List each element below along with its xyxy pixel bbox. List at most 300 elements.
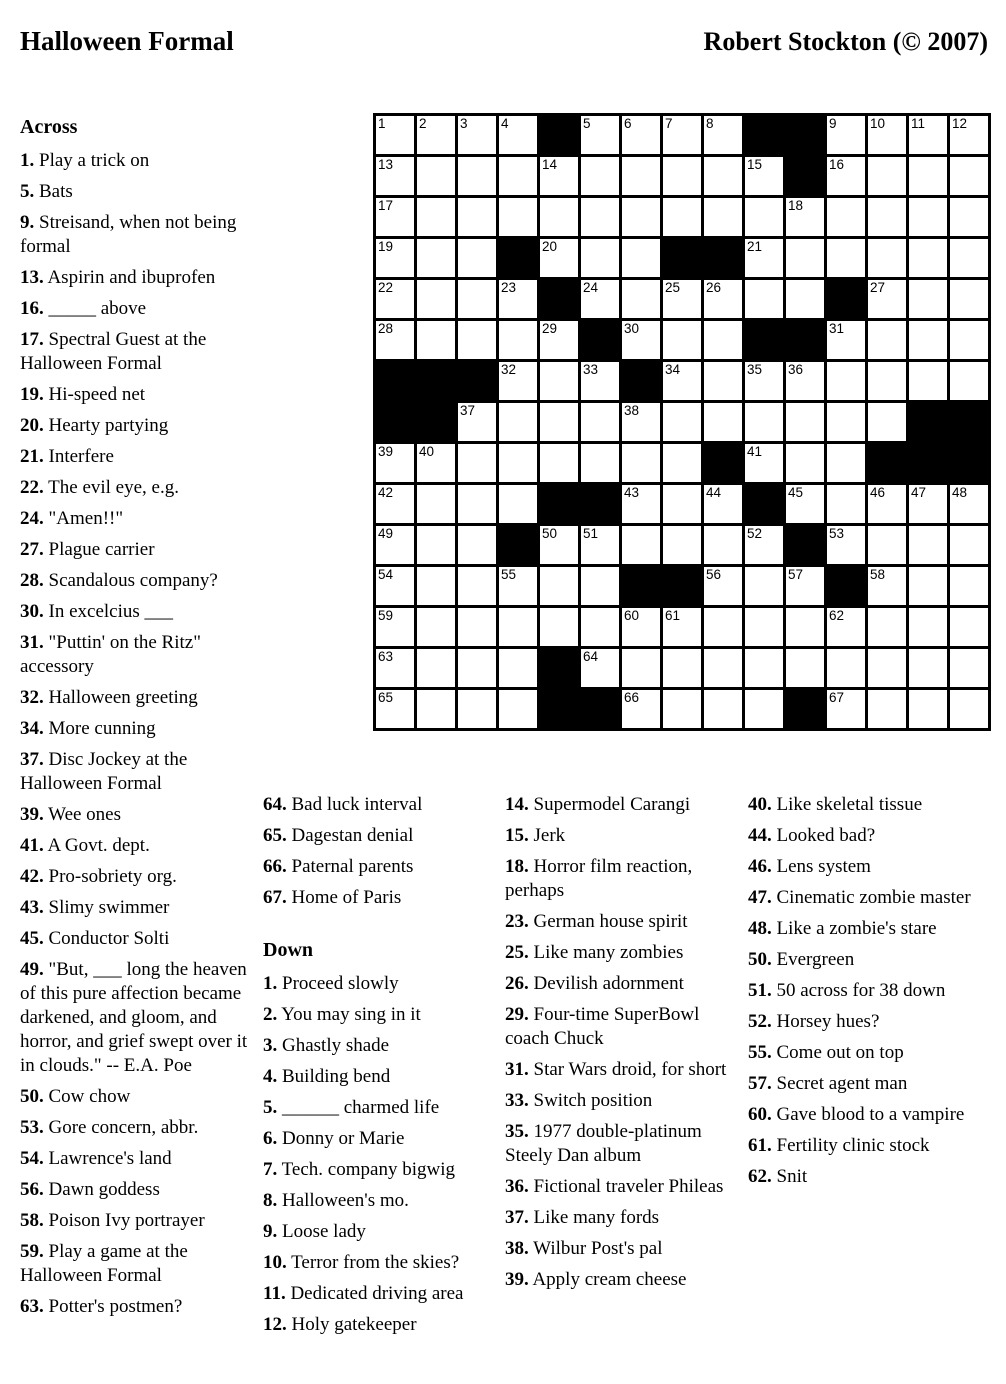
- grid-block: [540, 690, 578, 728]
- clue-number: 25.: [505, 942, 529, 963]
- grid-cell[interactable]: [376, 198, 414, 236]
- grid-cell[interactable]: [540, 526, 578, 564]
- down-header: Down: [263, 939, 314, 961]
- grid-block: [909, 444, 947, 482]
- grid-cell[interactable]: [868, 567, 906, 605]
- cell-number: 27: [870, 280, 886, 295]
- clue-number: 62.: [748, 1166, 772, 1187]
- clue-number: 3.: [263, 1035, 278, 1056]
- clue-text: Halloween's mo.: [277, 1190, 409, 1211]
- grid-cell[interactable]: [376, 444, 414, 482]
- grid-cell[interactable]: [827, 116, 865, 154]
- grid-cell[interactable]: [417, 567, 455, 605]
- grid-cell[interactable]: [950, 239, 988, 277]
- grid-cell[interactable]: [622, 526, 660, 564]
- grid-cell[interactable]: [786, 444, 824, 482]
- grid-cell[interactable]: [868, 526, 906, 564]
- cell-number: 22: [378, 280, 394, 295]
- clue-number: 30.: [20, 601, 44, 622]
- grid-cell[interactable]: [950, 280, 988, 318]
- cell-number: 34: [665, 362, 681, 377]
- grid-cell[interactable]: [622, 157, 660, 195]
- clue-text: Lens system: [771, 856, 871, 877]
- clue-down-5: [263, 1096, 491, 1120]
- cell-number: 52: [747, 526, 763, 541]
- grid-cell[interactable]: [499, 690, 537, 728]
- grid-cell[interactable]: [417, 649, 455, 687]
- grid-cell[interactable]: [745, 280, 783, 318]
- cell-number: 42: [378, 485, 394, 500]
- grid-cell[interactable]: [868, 116, 906, 154]
- grid-cell[interactable]: [376, 567, 414, 605]
- clue-number: 41.: [20, 835, 44, 856]
- grid-cell[interactable]: [499, 116, 537, 154]
- clue-number: 19.: [20, 384, 44, 405]
- grid-cell[interactable]: [786, 239, 824, 277]
- clue-number: 50.: [20, 1086, 44, 1107]
- clue-text: Fictional traveler Phileas: [528, 1176, 724, 1197]
- grid-cell[interactable]: [786, 567, 824, 605]
- grid-cell[interactable]: [417, 444, 455, 482]
- grid-cell[interactable]: [786, 608, 824, 646]
- cell-number: 18: [788, 198, 804, 213]
- clue-number: 9.: [20, 212, 35, 233]
- clue-across-58: [20, 1209, 248, 1233]
- grid-cell[interactable]: [704, 567, 742, 605]
- grid-cell[interactable]: [704, 526, 742, 564]
- grid-cell[interactable]: [376, 280, 414, 318]
- grid-cell[interactable]: [663, 280, 701, 318]
- grid-cell[interactable]: [704, 198, 742, 236]
- grid-cell[interactable]: [376, 321, 414, 359]
- grid-block: [622, 362, 660, 400]
- grid-block: [540, 649, 578, 687]
- clue-text: Supermodel Carangi: [528, 794, 691, 815]
- grid-cell[interactable]: [786, 362, 824, 400]
- grid-cell[interactable]: [663, 444, 701, 482]
- grid-cell[interactable]: [417, 690, 455, 728]
- cell-number: 15: [747, 157, 763, 172]
- grid-cell[interactable]: [745, 444, 783, 482]
- clue-number: 31.: [505, 1059, 529, 1080]
- grid-cell[interactable]: [499, 444, 537, 482]
- clue-number: 39.: [20, 804, 44, 825]
- clue-text: Bad luck interval: [286, 794, 423, 815]
- grid-cell[interactable]: [581, 649, 619, 687]
- clue-text: Slimy swimmer: [43, 897, 170, 918]
- grid-cell[interactable]: [663, 362, 701, 400]
- grid-cell[interactable]: [622, 321, 660, 359]
- grid-cell[interactable]: [622, 485, 660, 523]
- grid-cell[interactable]: [663, 690, 701, 728]
- cell-number: 43: [624, 485, 640, 500]
- clue-down-8: [263, 1189, 491, 1213]
- grid-cell[interactable]: [868, 198, 906, 236]
- clue-text: Secret agent man: [771, 1073, 908, 1094]
- clue-text: Home of Paris: [286, 887, 402, 908]
- clue-across-22: [20, 476, 248, 500]
- clue-down-26: [505, 972, 733, 996]
- grid-cell[interactable]: [622, 198, 660, 236]
- grid-cell[interactable]: [499, 649, 537, 687]
- clue-across-59: [20, 1240, 248, 1288]
- clue-text: Like skeletal tissue: [771, 794, 923, 815]
- grid-cell[interactable]: [663, 649, 701, 687]
- grid-cell[interactable]: [417, 157, 455, 195]
- grid-block: [704, 444, 742, 482]
- grid-cell[interactable]: [950, 198, 988, 236]
- clue-down-31: [505, 1058, 733, 1082]
- clue-across-65: [263, 824, 491, 848]
- grid-cell[interactable]: [458, 280, 496, 318]
- grid-cell[interactable]: [581, 526, 619, 564]
- cell-number: 53: [829, 526, 845, 541]
- grid-cell[interactable]: [458, 239, 496, 277]
- clue-text: Ghastly shade: [277, 1035, 390, 1056]
- grid-cell[interactable]: [950, 690, 988, 728]
- clue-text: Looked bad?: [771, 825, 876, 846]
- grid-cell[interactable]: [622, 649, 660, 687]
- clue-number: 44.: [748, 825, 772, 846]
- grid-cell[interactable]: [417, 280, 455, 318]
- grid-cell[interactable]: [499, 485, 537, 523]
- grid-cell[interactable]: [909, 567, 947, 605]
- grid-cell[interactable]: [827, 690, 865, 728]
- clue-text: Dedicated driving area: [285, 1283, 464, 1304]
- clue-number: 66.: [263, 856, 287, 877]
- grid-cell[interactable]: [663, 526, 701, 564]
- grid-cell[interactable]: [745, 239, 783, 277]
- grid-block: [581, 321, 619, 359]
- grid-cell[interactable]: [909, 280, 947, 318]
- grid-cell[interactable]: [786, 198, 824, 236]
- grid-cell[interactable]: [868, 280, 906, 318]
- grid-cell[interactable]: [622, 239, 660, 277]
- cell-number: 54: [378, 567, 394, 582]
- grid-cell[interactable]: [868, 321, 906, 359]
- clue-number: 2.: [263, 1004, 278, 1025]
- clue-number: 52.: [748, 1011, 772, 1032]
- grid-cell[interactable]: [417, 608, 455, 646]
- grid-cell[interactable]: [581, 116, 619, 154]
- cell-number: 58: [870, 567, 886, 582]
- grid-cell[interactable]: [704, 321, 742, 359]
- grid-cell[interactable]: [868, 690, 906, 728]
- clue-text: Like many zombies: [528, 942, 684, 963]
- grid-cell[interactable]: [909, 321, 947, 359]
- grid-cell[interactable]: [458, 485, 496, 523]
- grid-cell[interactable]: [540, 444, 578, 482]
- cell-number: 41: [747, 444, 763, 459]
- grid-cell[interactable]: [704, 608, 742, 646]
- grid-cell[interactable]: [499, 362, 537, 400]
- clue-text: 1977 double-platinum Steely Dan album: [505, 1121, 702, 1166]
- grid-cell[interactable]: [745, 362, 783, 400]
- crossword-grid: [373, 113, 991, 731]
- clue-text: Come out on top: [771, 1042, 904, 1063]
- clue-across-13: [20, 266, 248, 290]
- clue-across-9: [20, 211, 248, 259]
- clue-text: "Amen!!": [43, 508, 124, 529]
- grid-cell[interactable]: [950, 485, 988, 523]
- grid-cell[interactable]: [827, 403, 865, 441]
- clue-number: 47.: [748, 887, 772, 908]
- grid-cell[interactable]: [540, 403, 578, 441]
- grid-cell[interactable]: [745, 403, 783, 441]
- grid-cell[interactable]: [376, 649, 414, 687]
- grid-cell[interactable]: [868, 239, 906, 277]
- grid-cell[interactable]: [581, 403, 619, 441]
- across-header: Across: [20, 116, 78, 138]
- clue-text: German house spirit: [528, 911, 688, 932]
- clue-number: 55.: [748, 1042, 772, 1063]
- grid-cell[interactable]: [827, 198, 865, 236]
- cell-number: 61: [665, 608, 681, 623]
- grid-cell[interactable]: [622, 403, 660, 441]
- grid-cell[interactable]: [827, 649, 865, 687]
- grid-cell[interactable]: [745, 690, 783, 728]
- grid-cell[interactable]: [827, 362, 865, 400]
- grid-cell[interactable]: [868, 485, 906, 523]
- grid-cell[interactable]: [376, 239, 414, 277]
- cell-number: 45: [788, 485, 804, 500]
- grid-cell[interactable]: [868, 403, 906, 441]
- clue-down-46: [748, 855, 976, 879]
- clue-down-23: [505, 910, 733, 934]
- clue-number: 54.: [20, 1148, 44, 1169]
- grid-cell[interactable]: [950, 608, 988, 646]
- clue-down-38: [505, 1237, 733, 1261]
- grid-cell[interactable]: [622, 116, 660, 154]
- cell-number: 19: [378, 239, 394, 254]
- grid-cell[interactable]: [909, 526, 947, 564]
- clue-number: 5.: [20, 181, 35, 202]
- grid-cell[interactable]: [499, 321, 537, 359]
- grid-cell[interactable]: [622, 690, 660, 728]
- grid-cell[interactable]: [581, 444, 619, 482]
- grid-cell[interactable]: [663, 157, 701, 195]
- grid-cell[interactable]: [581, 198, 619, 236]
- grid-cell[interactable]: [704, 485, 742, 523]
- grid-cell[interactable]: [499, 198, 537, 236]
- clue-text: Cinematic zombie master: [771, 887, 971, 908]
- grid-cell[interactable]: [458, 649, 496, 687]
- grid-cell[interactable]: [950, 649, 988, 687]
- grid-cell[interactable]: [458, 198, 496, 236]
- grid-cell[interactable]: [663, 321, 701, 359]
- cell-number: 51: [583, 526, 599, 541]
- grid-cell[interactable]: [540, 157, 578, 195]
- grid-cell[interactable]: [376, 485, 414, 523]
- clue-across-64: [263, 793, 491, 817]
- grid-cell[interactable]: [950, 526, 988, 564]
- grid-cell[interactable]: [458, 690, 496, 728]
- grid-block: [458, 362, 496, 400]
- grid-cell[interactable]: [868, 649, 906, 687]
- clue-number: 8.: [263, 1190, 278, 1211]
- cell-number: 20: [542, 239, 558, 254]
- grid-cell[interactable]: [540, 321, 578, 359]
- clue-number: 34.: [20, 718, 44, 739]
- clue-number: 1.: [263, 973, 278, 994]
- grid-cell[interactable]: [827, 444, 865, 482]
- grid-block: [540, 280, 578, 318]
- grid-cell[interactable]: [458, 403, 496, 441]
- cell-number: 44: [706, 485, 722, 500]
- grid-cell[interactable]: [704, 157, 742, 195]
- grid-cell[interactable]: [704, 362, 742, 400]
- grid-cell[interactable]: [581, 239, 619, 277]
- grid-cell[interactable]: [540, 198, 578, 236]
- clue-text: "But, ___ long the heaven of this pure affection became darkened, and gloom, and horror, and grief swept over it in clouds." -- E.A. Poe: [20, 959, 248, 1076]
- grid-cell[interactable]: [499, 608, 537, 646]
- grid-cell[interactable]: [909, 485, 947, 523]
- grid-cell[interactable]: [499, 157, 537, 195]
- grid-cell[interactable]: [581, 280, 619, 318]
- grid-cell[interactable]: [909, 198, 947, 236]
- clue-across-34: [20, 717, 248, 741]
- grid-cell[interactable]: [458, 526, 496, 564]
- grid-cell[interactable]: [417, 526, 455, 564]
- grid-cell[interactable]: [909, 690, 947, 728]
- grid-cell[interactable]: [827, 526, 865, 564]
- grid-cell[interactable]: [622, 444, 660, 482]
- clue-number: 20.: [20, 415, 44, 436]
- grid-cell[interactable]: [909, 362, 947, 400]
- grid-cell[interactable]: [581, 567, 619, 605]
- grid-cell[interactable]: [376, 157, 414, 195]
- grid-cell[interactable]: [581, 157, 619, 195]
- cell-number: 29: [542, 321, 558, 336]
- cell-number: 48: [952, 485, 968, 500]
- grid-cell[interactable]: [663, 485, 701, 523]
- grid-cell[interactable]: [786, 649, 824, 687]
- grid-cell[interactable]: [909, 116, 947, 154]
- grid-cell[interactable]: [458, 567, 496, 605]
- grid-cell[interactable]: [581, 608, 619, 646]
- clue-down-18: [505, 855, 733, 903]
- grid-block: [786, 157, 824, 195]
- grid-cell[interactable]: [499, 280, 537, 318]
- grid-cell[interactable]: [540, 239, 578, 277]
- grid-cell[interactable]: [745, 649, 783, 687]
- grid-cell[interactable]: [417, 321, 455, 359]
- cell-number: 60: [624, 608, 640, 623]
- grid-cell[interactable]: [540, 362, 578, 400]
- clue-text: Like a zombie's stare: [771, 918, 937, 939]
- grid-cell[interactable]: [745, 157, 783, 195]
- grid-cell[interactable]: [909, 157, 947, 195]
- grid-cell[interactable]: [868, 362, 906, 400]
- grid-cell[interactable]: [458, 444, 496, 482]
- grid-cell[interactable]: [868, 157, 906, 195]
- clue-number: 61.: [748, 1135, 772, 1156]
- grid-cell[interactable]: [499, 403, 537, 441]
- clue-number: 31.: [20, 632, 44, 653]
- clue-number: 12.: [263, 1314, 287, 1335]
- grid-cell[interactable]: [663, 198, 701, 236]
- grid-cell[interactable]: [786, 485, 824, 523]
- clue-across-53: [20, 1116, 248, 1140]
- grid-cell[interactable]: [622, 608, 660, 646]
- grid-cell[interactable]: [417, 239, 455, 277]
- grid-cell[interactable]: [745, 526, 783, 564]
- grid-cell[interactable]: [458, 157, 496, 195]
- grid-cell[interactable]: [663, 116, 701, 154]
- clue-text: You may sing in it: [277, 1004, 421, 1025]
- grid-cell[interactable]: [868, 608, 906, 646]
- grid-cell[interactable]: [745, 567, 783, 605]
- grid-cell[interactable]: [786, 280, 824, 318]
- cell-number: 21: [747, 239, 763, 254]
- grid-cell[interactable]: [458, 608, 496, 646]
- grid-cell[interactable]: [376, 116, 414, 154]
- grid-cell[interactable]: [745, 198, 783, 236]
- grid-cell[interactable]: [417, 485, 455, 523]
- grid-cell[interactable]: [540, 567, 578, 605]
- grid-cell[interactable]: [499, 567, 537, 605]
- clue-text: Cow chow: [43, 1086, 131, 1107]
- grid-cell[interactable]: [704, 403, 742, 441]
- cell-number: 26: [706, 280, 722, 295]
- grid-cell[interactable]: [376, 608, 414, 646]
- grid-block: [376, 362, 414, 400]
- grid-cell[interactable]: [950, 321, 988, 359]
- grid-cell[interactable]: [417, 198, 455, 236]
- clue-text: Building bend: [277, 1066, 391, 1087]
- cell-number: 1: [378, 116, 386, 131]
- grid-cell[interactable]: [540, 608, 578, 646]
- grid-cell[interactable]: [704, 690, 742, 728]
- cell-number: 65: [378, 690, 394, 705]
- grid-cell[interactable]: [622, 280, 660, 318]
- grid-cell[interactable]: [950, 362, 988, 400]
- grid-cell[interactable]: [950, 567, 988, 605]
- grid-cell[interactable]: [581, 362, 619, 400]
- grid-cell[interactable]: [458, 321, 496, 359]
- clue-text: Pro-sobriety org.: [43, 866, 177, 887]
- grid-cell[interactable]: [376, 526, 414, 564]
- clue-number: 49.: [20, 959, 44, 980]
- grid-cell[interactable]: [950, 157, 988, 195]
- grid-cell[interactable]: [704, 280, 742, 318]
- grid-cell[interactable]: [827, 157, 865, 195]
- cell-number: 55: [501, 567, 517, 582]
- grid-cell[interactable]: [950, 116, 988, 154]
- grid-cell[interactable]: [663, 608, 701, 646]
- grid-cell[interactable]: [909, 608, 947, 646]
- grid-cell[interactable]: [909, 239, 947, 277]
- grid-cell[interactable]: [827, 321, 865, 359]
- clue-down-57: [748, 1072, 976, 1096]
- grid-cell[interactable]: [376, 690, 414, 728]
- clue-text: Scandalous company?: [43, 570, 218, 591]
- clue-down-62: [748, 1165, 976, 1189]
- grid-cell[interactable]: [704, 116, 742, 154]
- clue-text: Horror film reaction, perhaps: [505, 856, 693, 901]
- grid-cell[interactable]: [663, 403, 701, 441]
- grid-cell[interactable]: [458, 116, 496, 154]
- grid-cell[interactable]: [827, 239, 865, 277]
- grid-cell[interactable]: [827, 485, 865, 523]
- grid-cell[interactable]: [786, 403, 824, 441]
- grid-cell[interactable]: [909, 649, 947, 687]
- grid-cell[interactable]: [417, 116, 455, 154]
- grid-cell[interactable]: [827, 608, 865, 646]
- grid-cell[interactable]: [704, 649, 742, 687]
- clue-number: 18.: [505, 856, 529, 877]
- grid-cell[interactable]: [745, 608, 783, 646]
